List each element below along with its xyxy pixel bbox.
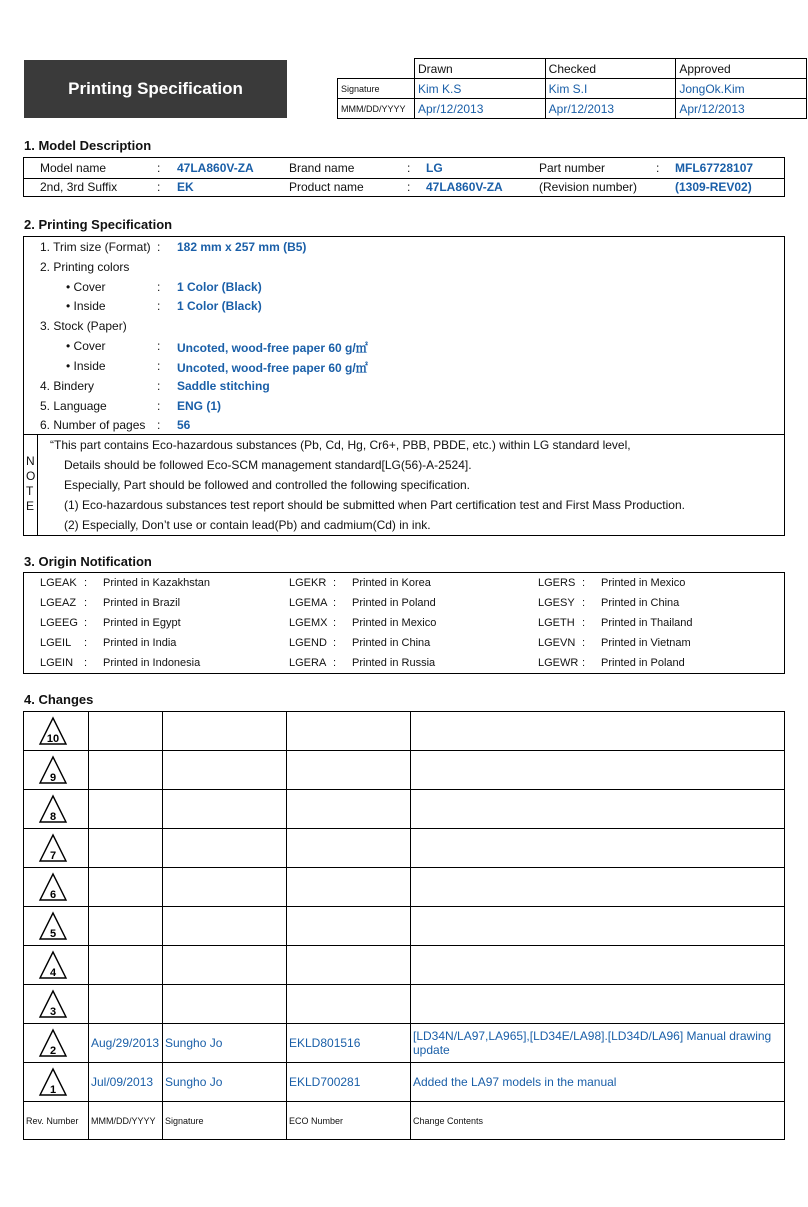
revision-number: 4 bbox=[49, 967, 57, 979]
revision-cell bbox=[24, 790, 89, 829]
changes-table bbox=[23, 711, 785, 1140]
change-date bbox=[89, 985, 163, 1024]
section-title-model: 1. Model Description bbox=[24, 138, 152, 153]
origin-code: LGEEG bbox=[40, 617, 78, 629]
inside-stock-value: Uncoted, wood-free paper 60 g/㎡ bbox=[177, 361, 368, 375]
model-name-label: Model name bbox=[40, 161, 107, 175]
changes-column-label: Signature bbox=[163, 1102, 287, 1140]
change-row bbox=[24, 712, 785, 751]
origin-code: LGEKR bbox=[289, 577, 327, 589]
revision-cell bbox=[24, 907, 89, 946]
model-row bbox=[24, 177, 784, 197]
printing-colors-label: 2. Printing colors bbox=[40, 260, 130, 274]
change-signature bbox=[163, 712, 287, 751]
revision-cell bbox=[24, 751, 89, 790]
change-signature bbox=[163, 868, 287, 907]
origin-country: Printed in China bbox=[352, 637, 431, 649]
divider bbox=[24, 434, 784, 435]
separator: : bbox=[157, 359, 161, 373]
note-text: “This part contains Eco-hazardous substances (Pb, Cd, Hg, Cr6+, PBB, PBDE, etc.) within LG standard level, bbox=[50, 438, 631, 452]
origin-notification-box bbox=[23, 572, 785, 674]
separator: : bbox=[582, 617, 586, 629]
separator: : bbox=[333, 597, 337, 609]
separator: : bbox=[333, 657, 337, 669]
revision-number: 10 bbox=[46, 733, 60, 745]
revision-cell bbox=[24, 1063, 89, 1102]
bindery-label: 4. Bindery bbox=[40, 379, 95, 393]
origin-code: LGEMX bbox=[289, 617, 328, 629]
brand-name-label: Brand name bbox=[289, 161, 355, 175]
revision-number: 8 bbox=[49, 811, 57, 823]
origin-code: LGEAK bbox=[40, 577, 77, 589]
origin-country: Printed in China bbox=[601, 597, 680, 609]
note-text: Details should be followed Eco-SCM management standard[LG(56)-A-2524]. bbox=[64, 458, 472, 472]
bindery-value: Saddle stitching bbox=[177, 379, 270, 393]
note-text: Especially, Part should be followed and controlled the following specification. bbox=[64, 478, 471, 492]
separator: : bbox=[157, 379, 161, 393]
separator: : bbox=[582, 637, 586, 649]
inside-color-label: • Inside bbox=[66, 299, 106, 313]
change-eco bbox=[287, 868, 411, 907]
change-eco bbox=[287, 829, 411, 868]
change-contents bbox=[411, 829, 785, 868]
origin-code: LGERA bbox=[289, 657, 327, 669]
approval-table bbox=[337, 58, 807, 119]
revision-number: 7 bbox=[49, 850, 57, 862]
change-contents bbox=[411, 946, 785, 985]
note-text: (2) Especially, Don’t use or contain lead(Pb) and cadmium(Cd) in ink. bbox=[64, 518, 431, 532]
change-signature: Sungho Jo bbox=[163, 1024, 287, 1063]
separator: : bbox=[333, 577, 337, 589]
signature-drawn: Kim K.S bbox=[415, 79, 546, 99]
origin-code: LGEND bbox=[289, 637, 327, 649]
change-date bbox=[89, 751, 163, 790]
origin-code: LGETH bbox=[538, 617, 575, 629]
section-title-spec: 2. Printing Specification bbox=[24, 217, 173, 232]
revision-number-label: (Revision number) bbox=[539, 180, 638, 194]
printing-spec-box bbox=[23, 236, 785, 536]
change-eco: EKLD700281 bbox=[287, 1063, 411, 1102]
separator: : bbox=[157, 280, 161, 294]
section-title-origin: 3. Origin Notification bbox=[24, 554, 152, 569]
stock-label: 3. Stock (Paper) bbox=[40, 319, 127, 333]
change-contents: [LD34N/LA97,LA965],[LD34E/LA98].[LD34D/LA96] Manual drawing update bbox=[411, 1024, 785, 1063]
separator: : bbox=[84, 617, 88, 629]
separator: : bbox=[157, 161, 161, 175]
separator: : bbox=[333, 617, 337, 629]
origin-country: Printed in Egypt bbox=[103, 617, 181, 629]
product-name-label: Product name bbox=[289, 180, 364, 194]
change-row bbox=[24, 790, 785, 829]
date-checked: Apr/12/2013 bbox=[545, 99, 676, 119]
separator: : bbox=[157, 240, 161, 254]
change-contents bbox=[411, 790, 785, 829]
note-letter: E bbox=[26, 499, 35, 513]
change-row bbox=[24, 985, 785, 1024]
revision-triangle-icon bbox=[38, 716, 68, 746]
change-contents bbox=[411, 985, 785, 1024]
change-date: Aug/29/2013 bbox=[89, 1024, 163, 1063]
revision-cell bbox=[24, 985, 89, 1024]
change-date bbox=[89, 907, 163, 946]
origin-country: Printed in Russia bbox=[352, 657, 436, 669]
origin-country: Printed in India bbox=[103, 637, 177, 649]
change-signature bbox=[163, 751, 287, 790]
change-eco bbox=[287, 946, 411, 985]
change-date bbox=[89, 712, 163, 751]
inside-stock-label: • Inside bbox=[66, 359, 106, 373]
approval-header-drawn: Drawn bbox=[415, 59, 546, 79]
origin-code: LGERS bbox=[538, 577, 576, 589]
origin-country: Printed in Indonesia bbox=[103, 657, 201, 669]
origin-code: LGESY bbox=[538, 597, 575, 609]
separator: : bbox=[582, 597, 586, 609]
suffix-value: EK bbox=[177, 180, 194, 194]
part-number-label: Part number bbox=[539, 161, 606, 175]
separator: : bbox=[84, 657, 88, 669]
origin-code: LGEIL bbox=[40, 637, 72, 649]
signature-approved: JongOk.Kim bbox=[676, 79, 807, 99]
signature-label: Signature bbox=[338, 79, 415, 99]
change-signature bbox=[163, 985, 287, 1024]
revision-triangle-icon bbox=[38, 950, 68, 980]
origin-country: Printed in Korea bbox=[352, 577, 431, 589]
cover-stock-label: • Cover bbox=[66, 339, 106, 353]
revision-number: 6 bbox=[49, 889, 57, 901]
changes-column-label: MMM/DD/YYYY bbox=[89, 1102, 163, 1140]
revision-number: 5 bbox=[49, 928, 57, 940]
change-signature bbox=[163, 907, 287, 946]
separator: : bbox=[84, 577, 88, 589]
separator: : bbox=[84, 637, 88, 649]
origin-country: Printed in Kazakhstan bbox=[103, 577, 211, 589]
separator: : bbox=[157, 180, 161, 194]
change-date bbox=[89, 790, 163, 829]
revision-cell bbox=[24, 712, 89, 751]
revision-triangle-icon bbox=[38, 989, 68, 1019]
separator: : bbox=[582, 657, 586, 669]
origin-code: LGEVN bbox=[538, 637, 576, 649]
origin-country: Printed in Thailand bbox=[601, 617, 693, 629]
change-eco bbox=[287, 985, 411, 1024]
pages-value: 56 bbox=[177, 418, 191, 432]
cover-color-label: • Cover bbox=[66, 280, 106, 294]
origin-country: Printed in Mexico bbox=[601, 577, 686, 589]
model-description-box bbox=[23, 157, 785, 197]
origin-code: LGEMA bbox=[289, 597, 328, 609]
change-date bbox=[89, 946, 163, 985]
separator: : bbox=[582, 577, 586, 589]
document-title: Printing Specification bbox=[24, 60, 287, 118]
origin-country: Printed in Poland bbox=[352, 597, 436, 609]
signature-checked: Kim S.I bbox=[545, 79, 676, 99]
origin-code: LGEAZ bbox=[40, 597, 77, 609]
change-contents bbox=[411, 907, 785, 946]
separator: : bbox=[333, 637, 337, 649]
change-eco bbox=[287, 712, 411, 751]
separator: : bbox=[157, 399, 161, 413]
section-title-changes: 4. Changes bbox=[24, 692, 94, 707]
separator: : bbox=[656, 161, 660, 175]
revision-number: 9 bbox=[49, 772, 57, 784]
change-signature bbox=[163, 946, 287, 985]
suffix-label: 2nd, 3rd Suffix bbox=[40, 180, 118, 194]
revision-triangle-icon bbox=[38, 911, 68, 941]
note-letter: O bbox=[26, 469, 36, 483]
model-row bbox=[24, 158, 784, 179]
change-row bbox=[24, 907, 785, 946]
change-signature bbox=[163, 829, 287, 868]
revision-triangle-icon bbox=[38, 794, 68, 824]
date-label: MMM/DD/YYYY bbox=[338, 99, 415, 119]
change-row bbox=[24, 829, 785, 868]
note-letter: N bbox=[26, 454, 35, 468]
cover-stock-value: Uncoted, wood-free paper 60 g/㎡ bbox=[177, 341, 368, 355]
pages-label: 6. Number of pages bbox=[40, 418, 146, 432]
revision-triangle-icon bbox=[38, 1028, 68, 1058]
changes-footer-row bbox=[24, 1102, 785, 1140]
separator: : bbox=[157, 339, 161, 353]
origin-country: Printed in Poland bbox=[601, 657, 685, 669]
change-row bbox=[24, 946, 785, 985]
inside-color-value: 1 Color (Black) bbox=[177, 299, 262, 313]
change-signature bbox=[163, 790, 287, 829]
origin-country: Printed in Brazil bbox=[103, 597, 181, 609]
product-name-value: 47LA860V-ZA bbox=[426, 180, 503, 194]
change-date bbox=[89, 868, 163, 907]
revision-number-value: (1309-REV02) bbox=[675, 180, 752, 194]
change-contents bbox=[411, 712, 785, 751]
cover-color-value: 1 Color (Black) bbox=[177, 280, 262, 294]
origin-code: LGEWR bbox=[538, 657, 579, 669]
date-drawn: Apr/12/2013 bbox=[415, 99, 546, 119]
change-eco: EKLD801516 bbox=[287, 1024, 411, 1063]
separator: : bbox=[84, 597, 88, 609]
revision-triangle-icon bbox=[38, 872, 68, 902]
changes-column-label: Change Contents bbox=[411, 1102, 785, 1140]
change-eco bbox=[287, 907, 411, 946]
change-row bbox=[24, 1024, 785, 1063]
separator: : bbox=[407, 161, 411, 175]
revision-triangle-icon bbox=[38, 1067, 68, 1097]
origin-code: LGEIN bbox=[40, 657, 74, 669]
change-contents bbox=[411, 868, 785, 907]
change-row bbox=[24, 1063, 785, 1102]
change-contents: Added the LA97 models in the manual bbox=[411, 1063, 785, 1102]
changes-column-label: ECO Number bbox=[287, 1102, 411, 1140]
trim-size-value: 182 mm x 257 mm (B5) bbox=[177, 240, 307, 254]
trim-size-label: 1. Trim size (Format) bbox=[40, 240, 151, 254]
part-number-value: MFL67728107 bbox=[675, 161, 754, 175]
revision-cell bbox=[24, 868, 89, 907]
note-label-column bbox=[24, 434, 38, 536]
changes-column-label: Rev. Number bbox=[24, 1102, 89, 1140]
revision-number: 1 bbox=[49, 1084, 57, 1096]
change-signature: Sungho Jo bbox=[163, 1063, 287, 1102]
change-date bbox=[89, 829, 163, 868]
revision-number: 2 bbox=[49, 1045, 57, 1057]
change-eco bbox=[287, 790, 411, 829]
note-text: (1) Eco-hazardous substances test report should be submitted when Part certification test and First Mass Production. bbox=[64, 498, 685, 512]
revision-cell bbox=[24, 829, 89, 868]
change-contents bbox=[411, 751, 785, 790]
change-row bbox=[24, 868, 785, 907]
origin-country: Printed in Mexico bbox=[352, 617, 437, 629]
revision-number: 3 bbox=[49, 1006, 57, 1018]
revision-cell bbox=[24, 1024, 89, 1063]
language-value: ENG (1) bbox=[177, 399, 222, 413]
revision-triangle-icon bbox=[38, 755, 68, 785]
brand-name-value: LG bbox=[426, 161, 443, 175]
origin-country: Printed in Vietnam bbox=[601, 637, 691, 649]
revision-cell bbox=[24, 946, 89, 985]
separator: : bbox=[157, 418, 161, 432]
revision-triangle-icon bbox=[38, 833, 68, 863]
separator: : bbox=[157, 299, 161, 313]
change-row bbox=[24, 751, 785, 790]
model-name-value: 47LA860V-ZA bbox=[177, 161, 254, 175]
change-date: Jul/09/2013 bbox=[89, 1063, 163, 1102]
approval-header-approved: Approved bbox=[676, 59, 807, 79]
note-letter: T bbox=[26, 484, 34, 498]
date-approved: Apr/12/2013 bbox=[676, 99, 807, 119]
change-eco bbox=[287, 751, 411, 790]
separator: : bbox=[407, 180, 411, 194]
approval-header-checked: Checked bbox=[545, 59, 676, 79]
language-label: 5. Language bbox=[40, 399, 107, 413]
